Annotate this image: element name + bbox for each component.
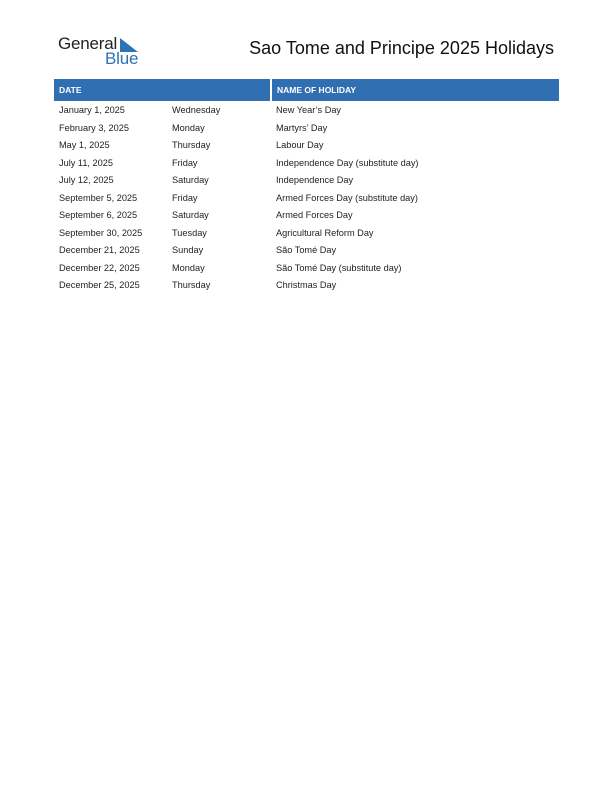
- table-row: [54, 277, 559, 295]
- column-header-date: DATE: [54, 79, 270, 101]
- cell-date: December 25, 2025: [59, 280, 140, 290]
- table-row: [54, 155, 559, 173]
- cell-holiday-name: New Year’s Day: [276, 105, 342, 115]
- cell-holiday-name: São Tomé Day: [276, 245, 337, 255]
- table-header: [54, 79, 559, 101]
- cell-weekday: Sunday: [172, 245, 204, 255]
- table-row: [54, 242, 559, 260]
- column-header-holiday-name: NAME OF HOLIDAY: [272, 79, 559, 101]
- cell-weekday: Monday: [172, 122, 205, 133]
- page-title: Sao Tome and Principe 2025 Holidays: [249, 38, 554, 58]
- cell-holiday-name: Independence Day (substitute day): [276, 157, 419, 168]
- table-body: [54, 102, 559, 295]
- cell-date: January 1, 2025: [59, 105, 125, 115]
- cell-holiday-name: Independence Day: [276, 175, 354, 185]
- table-row: [54, 190, 559, 208]
- cell-holiday-name: Martyrs’ Day: [276, 122, 328, 133]
- cell-date: September 30, 2025: [59, 227, 143, 238]
- logo-word-blue: Blue: [105, 49, 139, 68]
- table-row: [54, 137, 559, 155]
- cell-holiday-name: Armed Forces Day (substitute day): [276, 192, 418, 203]
- table-row: [54, 225, 559, 243]
- logo-word-general: General: [58, 34, 118, 53]
- cell-weekday: Wednesday: [172, 105, 221, 115]
- table-row: [54, 260, 559, 278]
- cell-holiday-name: São Tomé Day (substitute day): [276, 262, 402, 273]
- cell-date: September 6, 2025: [59, 210, 138, 220]
- cell-date: July 12, 2025: [59, 175, 114, 185]
- cell-date: May 1, 2025: [59, 140, 110, 150]
- cell-date: February 3, 2025: [59, 122, 129, 133]
- table-row: [54, 207, 559, 225]
- cell-date: December 21, 2025: [59, 245, 140, 255]
- cell-weekday: Monday: [172, 262, 205, 273]
- cell-weekday: Thursday: [172, 280, 211, 290]
- table-row: [54, 120, 559, 138]
- holiday-table: [54, 79, 559, 295]
- cell-weekday: Friday: [172, 192, 198, 203]
- cell-holiday-name: Armed Forces Day: [276, 210, 353, 220]
- cell-weekday: Thursday: [172, 140, 211, 150]
- cell-weekday: Saturday: [172, 210, 209, 220]
- cell-holiday-name: Labour Day: [276, 140, 324, 150]
- cell-holiday-name: Christmas Day: [276, 280, 337, 290]
- table-row: [54, 102, 559, 120]
- cell-date: July 11, 2025: [59, 157, 113, 168]
- cell-weekday: Saturday: [172, 175, 209, 185]
- cell-date: September 5, 2025: [59, 192, 138, 203]
- cell-weekday: Tuesday: [172, 227, 207, 238]
- generalblue-logo: [58, 34, 148, 68]
- cell-holiday-name: Agricultural Reform Day: [276, 227, 374, 238]
- cell-date: December 22, 2025: [59, 262, 140, 273]
- table-row: [54, 172, 559, 190]
- cell-weekday: Friday: [172, 157, 198, 168]
